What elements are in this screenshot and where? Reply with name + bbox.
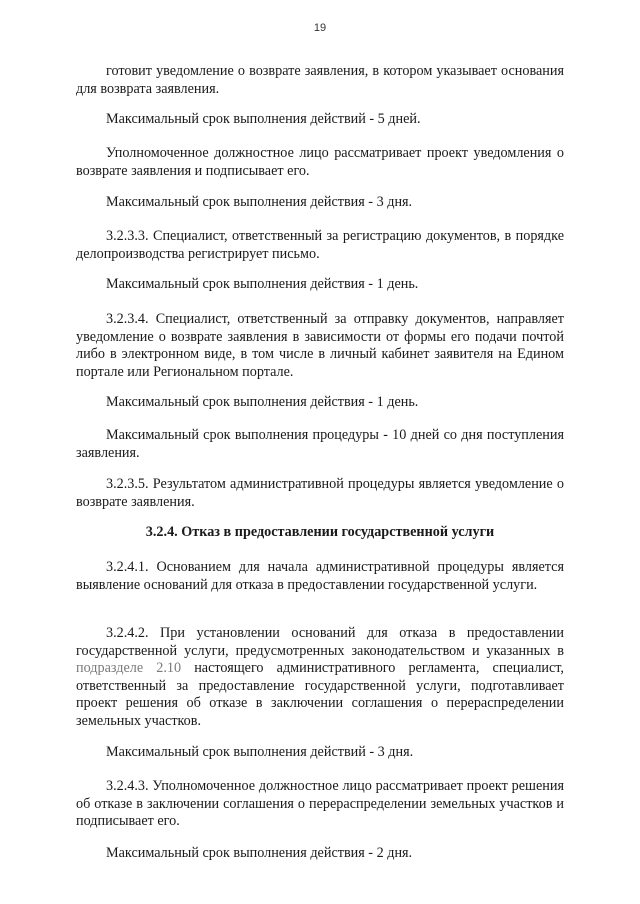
paragraph: Максимальный срок выполнения действий - 3 дня. <box>106 744 414 760</box>
paragraph: Максимальный срок выполнения процедуры - 10 дней со дня поступления заявления. <box>76 427 564 461</box>
page-number: 19 <box>313 22 327 34</box>
subsection-link[interactable]: подразделе 2.10 <box>76 660 182 677</box>
paragraph: 3.2.4.1. Основанием для начала административной процедуры является выявление оснований для отказа в предоставлении государственной услуги. <box>76 559 564 593</box>
paragraph: Максимальный срок выполнения действия - 1 день. <box>106 394 419 410</box>
paragraph: Максимальный срок выполнения действия - 1 день. <box>106 276 419 292</box>
paragraph <box>76 625 564 731</box>
paragraph: 3.2.3.5. Результатом административной процедуры является уведомление о возврате заявления. <box>76 476 564 510</box>
paragraph: 3.2.3.4. Специалист, ответственный за отправку документов, направляет уведомление о возврате заявления в зависимости от формы его подачи почтой либо в электронном виде, в том числе в личный кабинет заявителя на Едином портале или Региональном портале. <box>76 311 564 380</box>
paragraph-text: 3.2.4.2. При установлении оснований для отказа в предоставлении государственной услуги, предусмотренных законодательством и указанных в <box>76 625 564 659</box>
paragraph: Максимальный срок выполнения действия - 2 дня. <box>106 845 413 861</box>
paragraph: 3.2.4.3. Уполномоченное должностное лицо рассматривает проект решения об отказе в заключении соглашения о перераспределении земельных участков и подписывает его. <box>76 778 564 830</box>
paragraph: Максимальный срок выполнения действия - 3 дня. <box>106 194 413 210</box>
paragraph-text: настоящего административного регламента, специалист, ответственный за предоставление государственной услуги, подготавливает проект решения об отказе в заключении соглашения о перераспределении земельных участков. <box>76 660 564 729</box>
paragraph: готовит уведомление о возврате заявления, в котором указывает основания для возврата заявления. <box>76 63 564 97</box>
paragraph: Максимальный срок выполнения действий - 5 дней. <box>106 111 421 127</box>
paragraph: Уполномоченное должностное лицо рассматривает проект уведомления о возврате заявления и подписывает его. <box>76 145 564 179</box>
section-heading: 3.2.4. Отказ в предоставлении государственной услуги <box>145 524 495 540</box>
paragraph: 3.2.3.3. Специалист, ответственный за регистрацию документов, в порядке делопроизводства регистрирует письмо. <box>76 228 564 262</box>
